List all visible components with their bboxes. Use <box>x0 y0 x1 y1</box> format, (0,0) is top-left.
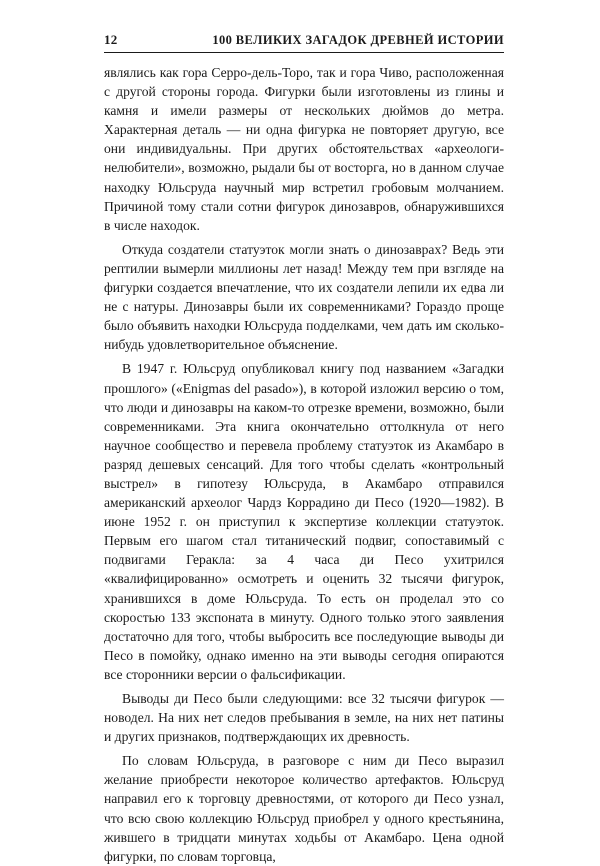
paragraph-1: являлись как гора Серро-дель-Торо, так и гора Чиво, расположенная с другой стороны города. Фигурки были изготовлены из глины и камня и имели размеры от нескольких дюймов до метра. Характерная деталь — ни одна фигурка не повторяет другую, все они индивидуальны. При других обстоятельствах «археологи-нелюбители», возможно, рыдали бы от восторга, но в данном случае находку Юльсруда научный мир встретил гробовым молчанием. Причиной тому стали сотни фигурок динозавров, обнаружившихся в числе находок. <box>104 65 504 233</box>
page-number: 12 <box>104 32 118 47</box>
paragraph-2: Откуда создатели статуэток могли знать о динозаврах? Ведь эти рептилии вымерли миллионы лет назад! Между тем при взгляде на фигурки создается впечатление, что их создатели лепили их едва ли не с натуры. Динозавры были их современниками? Гораздо проще было объявить находки Юльсруда подделками, чем дать им сколько-нибудь удовлетворительное объяснение. <box>104 241 504 353</box>
paragraph-5: По словам Юльсруда, в разговоре с ним ди Песо выразил желание приобрести некоторое количество артефактов. Юльсруд направил его к торговцу древностями, от которого ди Песо узнал, что всю свою коллекцию Юльсруд приобрел у одного крестьянина, жившего в тридцати минутах ходьбы от Акамбаро. Цена одной фигурки, по словам торговца, <box>104 753 504 864</box>
running-header <box>104 32 504 53</box>
body-text <box>104 63 504 866</box>
paragraph-3: В 1947 г. Юльсруд опубликовал книгу под названием «Загадки прошлого» («Enigmas del pasado»), в которой изложил версию о том, что люди и динозавры на каком-то отрезке времени, возможно, были современниками. Эта книга окончательно оттолкнула от него научное сообщество и перевела проблему статуэток из Акамбаро в разряд дешевых сенсаций. Для того чтобы сделать «контрольный выстрел» в гипотезу Юльсруда, в Акамбаро отправился американский археолог Чардз Коррадино ди Песо (1920—1982). В июне 1952 г. он приступил к экспертизе коллекции статуэток. Первым его шагом стал титанический подвиг, сопоставимый с подвигами Геракла: за 4 часа ди Песо ухитрился «квалифицированно» осмотреть и оценить 32 тысячи фигурок, хранившихся в доме Юльсруда. То есть он проделал это со скоростью 133 экспоната в минуту. Одного только этого заявления достаточно для того, чтобы выбросить все последующие выводы ди Песо в помойку, однако именно на эти выводы сегодня опираются все сторонники версии о фальсификации. <box>104 361 504 682</box>
paragraph-4: Выводы ди Песо были следующими: все 32 тысячи фигурок — новодел. На них нет следов пребывания в земле, на них нет патины и других признаков, подтверждающих их древность. <box>104 691 504 745</box>
book-title: 100 ВЕЛИКИХ ЗАГАДОК ДРЕВНЕЙ ИСТОРИИ <box>212 33 504 47</box>
